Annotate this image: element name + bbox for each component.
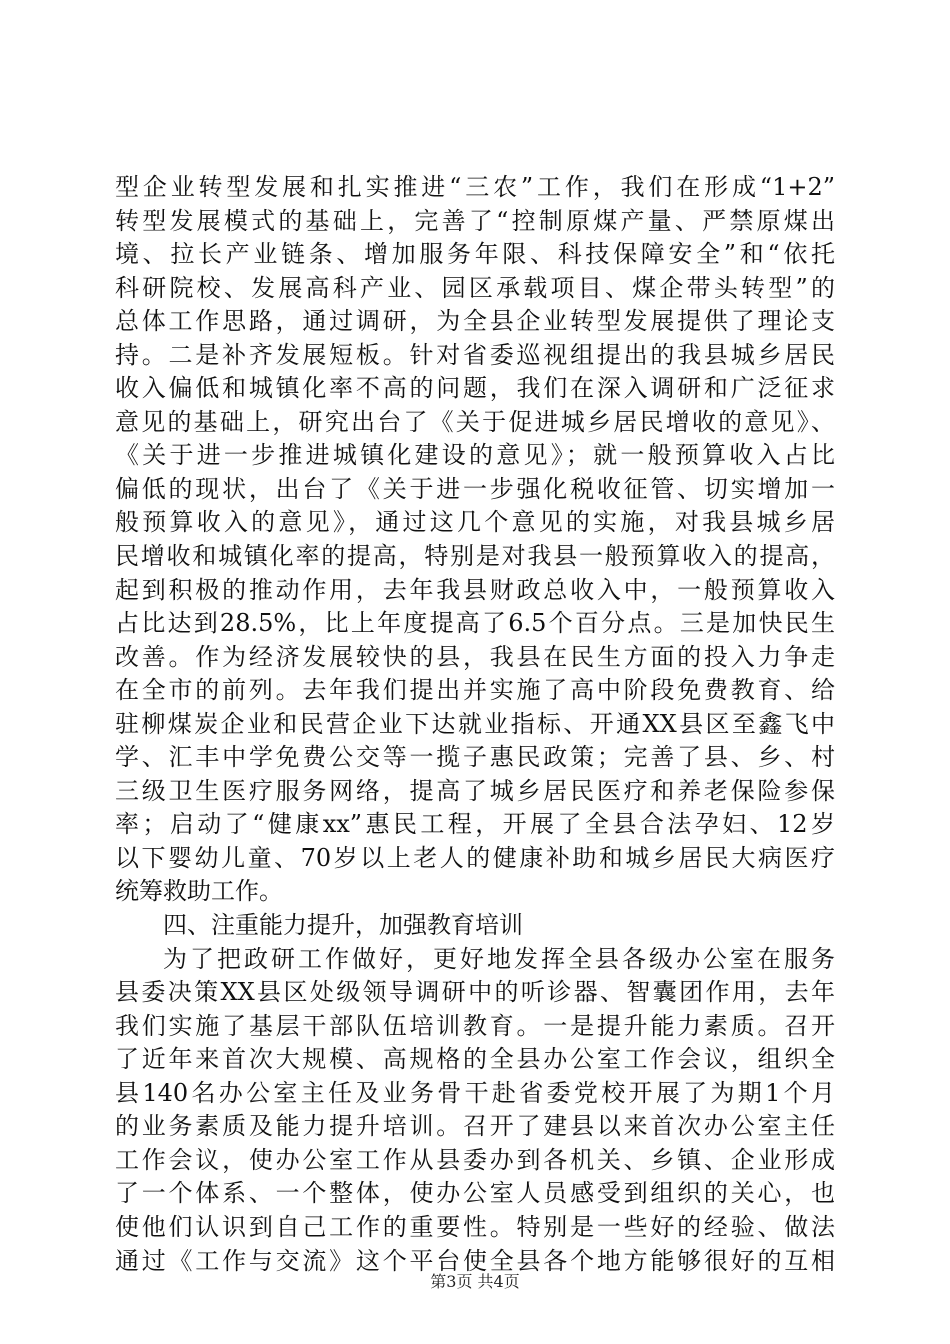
text-line: 为了把政研工作做好，更好地发挥全县各级办公室在服务 — [163, 944, 835, 973]
page-footer: 第3页 共4页 — [430, 1272, 520, 1291]
text-line: 境、拉长产业链条、增加服务年限、科技保障安全”和“依托 — [115, 240, 835, 269]
text-line: 学、汇丰中学免费公交等一揽子惠民政策；完善了县、乡、村 — [115, 743, 835, 772]
text-line: 科研院校、发展高科产业、园区承载项目、煤企带头转型”的 — [115, 273, 835, 302]
text-line: 民增收和城镇化率的提高，特别是对我县一般预算收入的提高， — [115, 542, 835, 571]
text-line: 驻柳煤炭企业和民营企业下达就业指标、开通XX县区至鑫飞中 — [115, 709, 835, 738]
text-line: 使他们认识到自己工作的重要性。特别是一些好的经验、做法 — [115, 1212, 835, 1241]
text-line: 在全市的前列。去年我们提出并实施了高中阶段免费教育、给 — [115, 676, 835, 705]
text-line: 偏低的现状，出台了《关于进一步强化税收征管、切实增加一 — [115, 474, 835, 503]
body-text — [115, 171, 835, 1278]
text-line: 总体工作思路，通过调研，为全县企业转型发展提供了理论支 — [115, 307, 835, 336]
text-line: 改善。作为经济发展较快的县，我县在民生方面的投入力争走 — [115, 642, 835, 671]
text-line: 三级卫生医疗服务网络，提高了城乡居民医疗和养老保险参保 — [115, 776, 835, 805]
text-line: 收入偏低和城镇化率不高的问题，我们在深入调研和广泛征求 — [115, 374, 835, 403]
text-line: 县140名办公室主任及业务骨干赴省委党校开展了为期1个月 — [115, 1078, 835, 1107]
text-line: 《关于进一步推进城镇化建设的意见》；就一般预算收入占比 — [115, 441, 835, 470]
text-line: 县委决策XX县区处级领导调研中的听诊器、智囊团作用，去年 — [115, 978, 835, 1007]
text-line: 的业务素质及能力提升培训。召开了建县以来首次办公室主任 — [115, 1112, 835, 1141]
text-line: 型企业转型发展和扎实推进“三农”工作，我们在形成“1+2” — [115, 173, 835, 201]
text-line: 工作会议，使办公室工作从县委办到各机关、乡镇、企业形成 — [115, 1145, 835, 1174]
text-line: 通过《工作与交流》这个平台使全县各个地方能够很好的互相 — [115, 1246, 835, 1275]
text-line: 般预算收入的意见》，通过这几个意见的实施，对我县城乡居 — [115, 508, 835, 537]
text-line: 转型发展模式的基础上，完善了“控制原煤产量、严禁原煤出 — [115, 206, 835, 235]
text-line: 持。二是补齐发展短板。针对省委巡视组提出的我县城乡居民 — [115, 340, 835, 369]
text-line: 起到积极的推动作用，去年我县财政总收入中，一般预算收入 — [115, 575, 835, 604]
text-line: 占比达到28.5%，比上年度提高了6.5个百分点。三是加快民生 — [115, 609, 835, 638]
text-line: 了一个体系、一个整体，使办公室人员感受到组织的关心，也 — [115, 1179, 835, 1208]
text-line: 了近年来首次大规模、高规格的全县办公室工作会议，组织全 — [115, 1045, 835, 1074]
text-line: 率；启动了“健康xx”惠民工程，开展了全县合法孕妇、12岁 — [115, 810, 835, 839]
text-line: 以下婴幼儿童、70岁以上老人的健康补助和城乡居民大病医疗 — [115, 843, 835, 872]
text-line: 我们实施了基层干部队伍培训教育。一是提升能力素质。召开 — [115, 1011, 835, 1040]
section-heading: 四、注重能力提升，加强教育培训 — [163, 911, 523, 940]
text-line: 统筹救助工作。 — [115, 877, 283, 906]
text-line: 意见的基础上，研究出台了《关于促进城乡居民增收的意见》、 — [115, 407, 835, 436]
